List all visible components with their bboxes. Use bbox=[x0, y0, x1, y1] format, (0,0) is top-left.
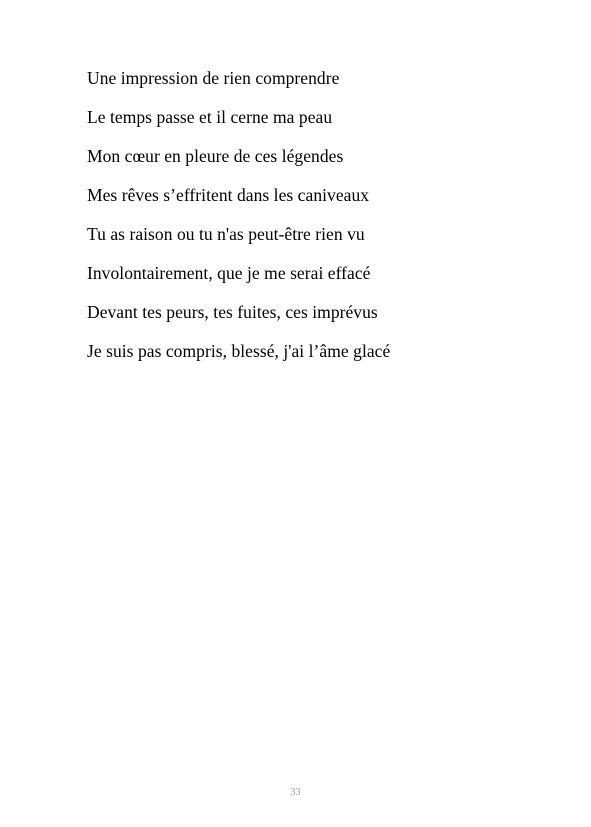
poem-line: Devant tes peurs, tes fuites, ces imprévus bbox=[87, 302, 378, 322]
poem-line: Une impression de rien comprendre bbox=[87, 68, 340, 88]
page-number: 33 bbox=[290, 787, 301, 798]
poem-line: Je suis pas compris, blessé, j'ai l’âme glacé bbox=[87, 341, 391, 361]
poem-line: Mes rêves s’effritent dans les caniveaux bbox=[87, 185, 370, 205]
poem-line: Tu as raison ou tu n'as peut-être rien vu bbox=[87, 224, 365, 244]
poem-line: Involontairement, que je me serai effacé bbox=[87, 263, 371, 283]
poem-stanza bbox=[87, 68, 547, 380]
poem-line: Mon cœur en pleure de ces légendes bbox=[87, 146, 344, 166]
poem-line: Le temps passe et il cerne ma peau bbox=[87, 107, 333, 127]
